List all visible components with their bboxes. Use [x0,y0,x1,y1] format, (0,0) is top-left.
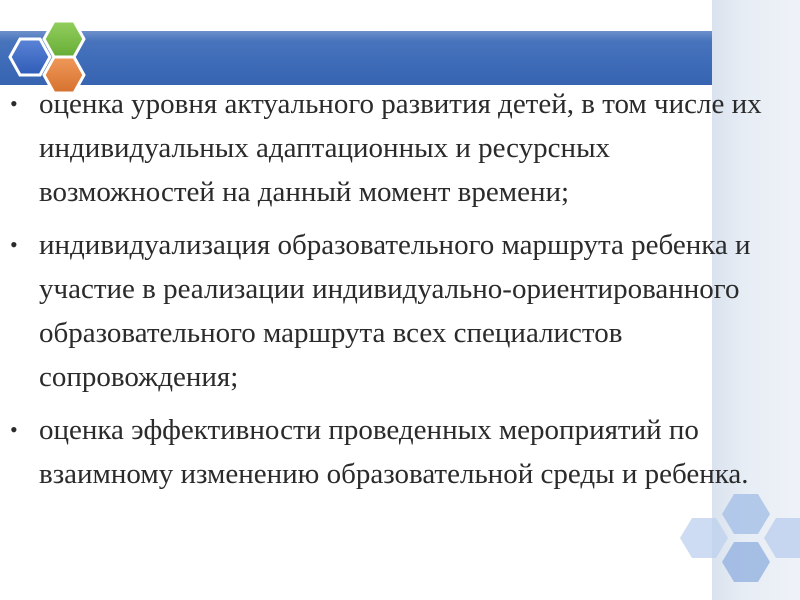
bullet-item [0,82,790,214]
bullet-text: оценка уровня актуального развития детей, в том числе их индивидуальных адаптационных и ресурсных возможностей на данный момент времени; [39,88,762,208]
bullet-text: индивидуализация образовательного маршрута ребенка и участие в реализации индивидуально-ориентированного образовательного маршрута всех специалистов сопровождения; [39,229,751,393]
bullet-text: оценка эффективности проведенных мероприятий по взаимному изменению образовательной среды и ребенка. [39,414,749,490]
hexagon-green-icon [44,21,84,57]
bullet-dot-icon: • [10,232,18,257]
hexagon-blue-icon [10,39,50,75]
bullet-list [0,82,790,496]
slide-content [0,82,790,505]
bullet-dot-icon: • [10,91,18,116]
bullet-dot-icon: • [10,417,18,442]
bullet-item [0,408,790,496]
bullet-item [0,223,790,399]
